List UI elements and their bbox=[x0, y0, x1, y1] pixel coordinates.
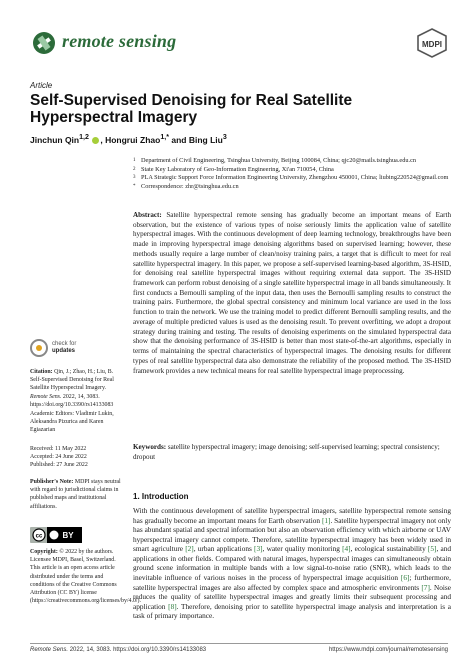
copyright-block bbox=[30, 548, 141, 605]
abstract bbox=[133, 211, 451, 376]
affiliation-mark: 3 bbox=[133, 175, 136, 181]
footer-journal: Remote Sens. bbox=[30, 647, 69, 653]
affiliation-mark: 1 bbox=[133, 158, 136, 163]
check-updates-line2: updates bbox=[52, 348, 76, 354]
abstract-text: Satellite hyperspectral remote sensing has gradually become an important means of Earth observation, but the existence of various types of noise seriously limits the application value of satellite hyperspectral images. With the continuous development of deep learning technology, breakthroughs have been made in improving hyperspectral image denoising algorithms based on supervised learning; however, these methods usually require a large number of clean/noisy training pairs, a target that is difficult to meet for real satellite hyperspectral imagery. In this paper, we propose a self-supervised learning-based algorithm, 3S-HSID, for denoising real satellite hyperspectral images without requiring external data support. The 3S-HSID framework can perform robust denoising of a single satellite hyperspectral image in all bands simultaneously. It first conducts a Bernoulli sampling of the input data, then uses the Bernoulli sampling results to construct the training pairs. Furthermore, the global spectral consistency and minimum local variance are used in the loss function to train the network. We use the training model to predict different Bernoulli sampling results, and the average of multiple predicted values is used as the denoising result. To prevent overfitting, we adopt a dropout strategy during training and testing. The results of denoising experiments on the simulated hyperspectral data show that the denoising performance of 3S-HSID is better than most state-of-the-art algorithms, especially in terms of maintaining the spectral characteristics of hyperspectral images. The denoising results for different types of real satellite hyperspectral data also demonstrate the reliability of the proposed method. The 3S-HSID framework provides a new technical means for real satellite hyperspectral image preprocessing. bbox=[133, 211, 451, 375]
footer-doi[interactable]: 2022, 14, 3083. https://doi.org/10.3390/rs14133083 bbox=[68, 647, 207, 653]
affiliation-text: State Key Laboratory of Geo-Information Engineering, Xi'an 710054, China bbox=[141, 165, 334, 173]
copyright-text: © 2022 by the authors. Licensee MDPI, Basel, Switzerland. This article is an open access article distributed under the terms and conditions of the Creative Commons Attribution (CC BY) license (https://creativecommons.org/licenses/by/4.0/). bbox=[30, 549, 141, 605]
cc-label: cc bbox=[35, 533, 43, 540]
citation-text: Qin, J.; Zhao, H.; Liu, B. Self-Supervised Denoising for Real Satellite Hyperspectral Imagery. bbox=[30, 369, 114, 392]
intro-text: . Therefore, denoising prior to satellite hyperspectral image analysis and interpretation is a task of primary importance. bbox=[133, 601, 451, 621]
intro-text: , water quality monitoring bbox=[262, 544, 343, 554]
affiliation-mark: * bbox=[133, 183, 136, 189]
author-name[interactable]: Bing Liu bbox=[188, 134, 223, 145]
author-affiliation-mark: 1,2 bbox=[79, 133, 89, 141]
affiliation-list bbox=[133, 157, 453, 191]
citation-link[interactable]: [6] bbox=[400, 573, 410, 583]
footer-journal-url[interactable]: https://www.mdpi.com/journal/remotesensing bbox=[328, 647, 448, 653]
citation-link[interactable]: [2] bbox=[185, 544, 194, 554]
published-date: Published: 27 June 2022 bbox=[30, 462, 88, 469]
affiliation-text: Correspondence: zhr@tsinghua.edu.cn bbox=[141, 182, 239, 190]
citation-link[interactable]: [8] bbox=[168, 601, 177, 611]
affiliation-item bbox=[133, 174, 453, 183]
paper-title: Self-Supervised Denoising for Real Satellite Hyperspectral Imagery bbox=[30, 92, 353, 126]
intro-text: . Noise reduces the quality of satellite hyperspectral images and greatly limits their subsequent processing and application bbox=[133, 582, 451, 611]
introduction-paragraph bbox=[133, 506, 451, 621]
publisher-note-text: MDPI stays neutral with regard to jurisdictional claims in published maps and institutional affiliations. bbox=[30, 479, 121, 510]
affiliation-item bbox=[133, 166, 453, 175]
journal-header bbox=[30, 28, 448, 58]
publisher-note-label: Publisher's Note: bbox=[30, 479, 74, 485]
citation-link[interactable]: [1] bbox=[321, 515, 331, 525]
section-heading: 1. Introduction bbox=[133, 492, 189, 501]
intro-text: , and applications in other fields. Compared with natural images, hyperspectral images can simultaneously obtain ground scene information in multiple bands with a low signal-to-noise ratio (SNR), which leads to the inevitable influence of various noises in the process of hyperspectral image acquisition bbox=[133, 544, 451, 583]
article-type: Article bbox=[30, 81, 53, 90]
journal-name: remote sensing bbox=[62, 31, 177, 51]
received-date: Received: 11 May 2022 bbox=[30, 446, 87, 452]
keywords-text: satellite hyperspectral imagery; image denoising; self-supervised learning; spectral consistency; dropout bbox=[133, 443, 440, 461]
publisher-note bbox=[30, 478, 125, 511]
check-updates-line1: check for bbox=[52, 341, 77, 347]
intro-text: With the continuous development of satellite hyperspectral imagers, satellite hyperspectral remote sensing has gradually become an important means for Earth observation bbox=[133, 506, 451, 525]
abstract-label: Abstract: bbox=[133, 211, 162, 219]
citation-link[interactable]: [5] bbox=[427, 544, 437, 554]
creative-commons-by-icon[interactable] bbox=[30, 527, 82, 543]
intro-text: . Satellite hyperspectral imagery not only has abundant spatial and spectral information but also an observation efficiency with which airborne or UAV hyperspectral imagery cannot compete. Therefore, satellite hyperspectral imagery has been widely used in smart agriculture bbox=[133, 515, 451, 554]
accepted-date: Accepted: 24 June 2022 bbox=[30, 454, 87, 461]
citation-journal: Remote Sens. bbox=[30, 393, 62, 400]
check-for-updates-icon bbox=[30, 339, 48, 357]
citation-block bbox=[30, 368, 125, 409]
publication-dates bbox=[30, 445, 125, 470]
citation-details[interactable]: 2022, 14, 3083. https://doi.org/10.3390/rs14133083 bbox=[30, 393, 114, 408]
copyright-label: Copyright: bbox=[30, 549, 58, 555]
author-separator: and bbox=[169, 134, 189, 145]
footer-citation bbox=[30, 647, 206, 653]
author-separator: , bbox=[100, 134, 106, 145]
author-affiliation-mark: 3 bbox=[222, 133, 227, 141]
editors-label: Academic Editors: bbox=[30, 411, 75, 417]
keywords-label: Keywords: bbox=[133, 443, 167, 451]
cc-by-label: BY bbox=[62, 531, 74, 540]
affiliation-item bbox=[133, 157, 453, 166]
author-list bbox=[30, 133, 227, 145]
keywords bbox=[133, 443, 451, 462]
orcid-icon[interactable] bbox=[92, 137, 99, 144]
author-name[interactable]: Jinchun Qin bbox=[30, 134, 80, 145]
citation-label: Citation: bbox=[30, 369, 53, 375]
footer-divider bbox=[30, 643, 448, 644]
intro-text: ; furthermore, satellite hyperspectral images are also affected by complex space and atmospheric environments bbox=[133, 573, 451, 592]
editors-text: Vladimir Lukin, Aleksandra Pizurica and Karen Egiazarian bbox=[30, 411, 114, 434]
author-name[interactable]: Hongrui Zhao bbox=[105, 134, 161, 145]
mdpi-logo-icon bbox=[416, 28, 448, 58]
remote-sensing-logo-icon bbox=[30, 30, 58, 56]
citation-link[interactable]: [7] bbox=[421, 582, 430, 592]
affiliation-text: Department of Civil Engineering, Tsinghua University, Beijing 100084, China; qjc20@mails.tsinghua.edu.cn bbox=[141, 157, 417, 164]
affiliation-item bbox=[133, 183, 453, 192]
citation-link[interactable]: [4] bbox=[342, 544, 351, 554]
affiliation-text: PLA Strategic Support Force Information Engineering University, Zhengzhou 450001, China; liubing220524@gmail.com bbox=[141, 174, 449, 182]
author-affiliation-mark: 1,* bbox=[160, 133, 169, 141]
intro-text: , urban applications bbox=[193, 544, 255, 554]
academic-editors bbox=[30, 410, 125, 435]
citation-link[interactable]: [3] bbox=[254, 544, 263, 554]
check-for-updates-button[interactable] bbox=[30, 339, 125, 359]
intro-text: , ecological sustainability bbox=[350, 544, 428, 554]
publisher-label: MDPI bbox=[422, 40, 442, 49]
affiliation-mark: 2 bbox=[133, 166, 136, 172]
